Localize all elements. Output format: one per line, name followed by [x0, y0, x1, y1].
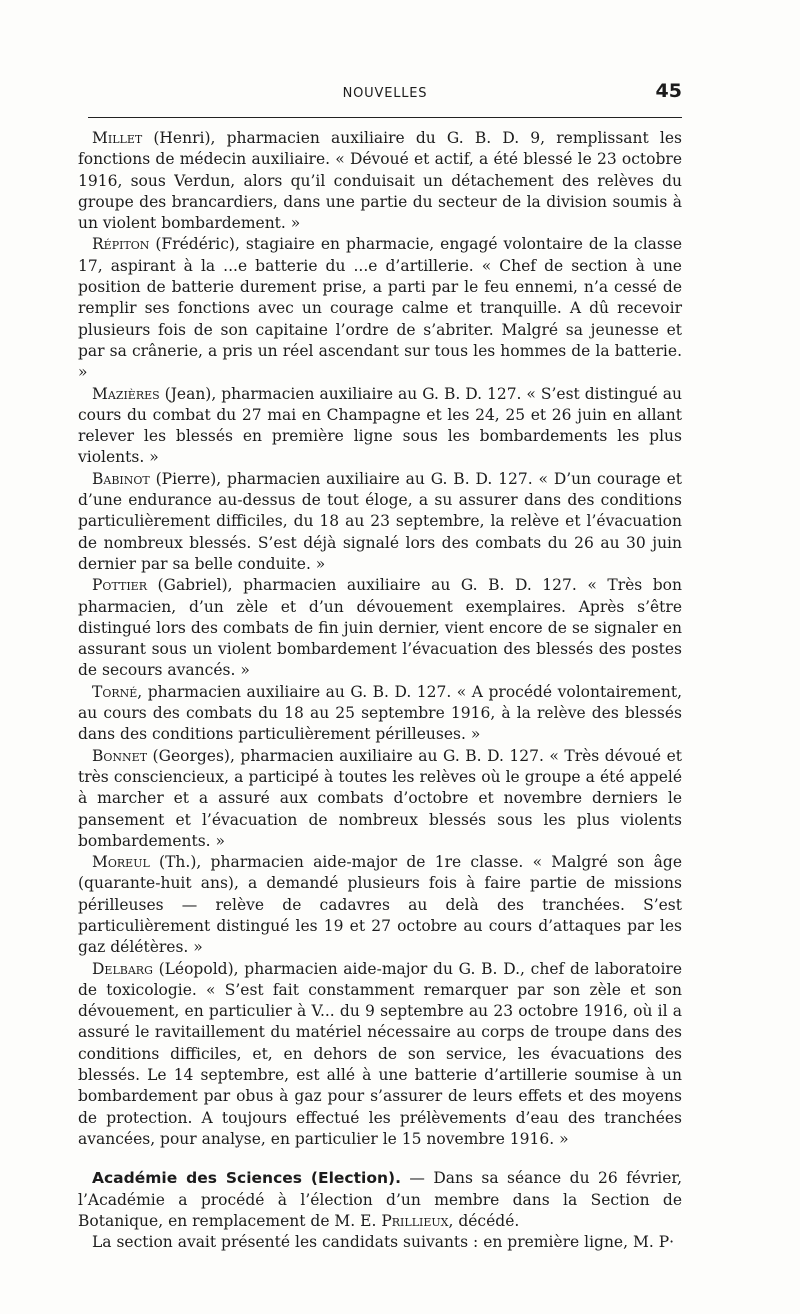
article-body: [78, 128, 682, 1253]
news-candidates: La section avait présenté les candidats suivants : en première ligne, M. P·: [92, 1233, 675, 1252]
person-name: Répiton: [92, 235, 150, 254]
citation-text: , pharmacien auxiliaire au G. B. D. 127. « A procédé volontairement, au cours des combats du 18 au 25 septembre 1916, à la relève des blessés dans des conditions particulièrement périlleuses. »: [78, 682, 682, 744]
citation-text: (Gabriel), pharmacien auxiliaire au G. B. D. 127. « Très bon pharmacien, d’un zèle et d’un dévouement exemplaires. Après s’être distingué lors des combats de fin juin dernier, vient encore de se signaler en assurant sous un violent bombardement l’évacuation des blessés des postes de secours avancés. »: [78, 576, 682, 680]
person-name: Delbarg: [92, 959, 153, 978]
citation-pottier: [78, 575, 682, 681]
citation-repiton: [78, 234, 682, 383]
citation-text: (Léopold), pharmacien aide-major du G. B. D., chef de laboratoire de toxicologie. « S’est fait constamment remarquer par son zèle et son dévouement, en particulier à V... du 9 septembre au 23 octobre 1916, où il a assuré le ravitaillement du matériel nécessaire au corps de troupe dans des conditions difficiles, et, en dehors de son service, les évacuations des blessés. Le 14 septembre, est allé à une batterie d’artillerie soumise à un bombardement par obus à gaz pour s’assurer de leurs effets et des moyens de protection. A toujours effectué les prélèvements d’eau des tranchées avancées, pour analyse, en particulier le 15 novembre 1916. »: [78, 959, 682, 1148]
citation-text: (Georges), pharmacien auxiliaire au G. B. D. 127. « Très dévoué et très consciencieux, a participé à toutes les relèves où le groupe a été appelé à marcher et a assuré aux combats d’octobre et novembre derniers le pansement et l’évacuation de nombreux blessés sous les plus violents bombardements. »: [78, 746, 682, 850]
person-name: Torné: [92, 682, 138, 701]
citation-babinot: [78, 469, 682, 575]
news-text: — Dans sa séance du 26 février, l’Académie a procédé à l’élection d’un membre dans la Section de Botanique, en remplacement de M. E.: [78, 1169, 683, 1230]
person-name: Bonnet: [92, 746, 148, 765]
person-name: Mazières: [92, 384, 160, 403]
person-name: Millet: [92, 129, 143, 147]
citation-text: (Frédéric), stagiaire en pharmacie, engagé volontaire de la classe 17, aspirant à la ...e batterie du ...e d’artillerie. « Chef de section à une position de batterie durement prise, a parti par le feu ennemi, n’a cessé de remplir ses fonctions avec un courage calme et tranquille. A dû recevoir plusieurs fois de son capitaine l’ordre de s’abriter. Malgré sa jeunesse et par sa crânerie, a pris un réel ascendant sur tous les hommes de la batterie. »: [78, 235, 682, 382]
news-academie: [78, 1168, 682, 1232]
header-rule: [88, 117, 682, 118]
citation-text: (Henri), pharmacien auxiliaire du G. B. D. 9, remplissant les fonctions de médecin auxiliaire. « Dévoué et actif, a été blessé le 23 octobre 1916, sous Verdun, alors qu’il conduisait un détachement des relèves du groupe des brancardiers, dans une partie du secteur de la division soumis à un violent bombardement. »: [78, 129, 682, 233]
person-name: Babinot: [92, 469, 150, 488]
page-number: 45: [655, 80, 682, 102]
citation-text: (Pierre), pharmacien auxiliaire au G. B. D. 127. « D’un courage et d’une endurance au-dessus de tout éloge, a su assurer dans des conditions particulièrement difficiles, du 18 au 23 septembre, la relève et l’évacuation de nombreux blessés. S’est déjà signalé lors des combats du 26 au 30 juin dernier par sa belle conduite. »: [78, 469, 682, 573]
person-name: Pottier: [92, 576, 147, 595]
citation-delbarg: [78, 959, 682, 1151]
news-text-end: , décédé.: [448, 1211, 520, 1230]
citation-millet: [78, 128, 682, 234]
citation-moreul: [78, 852, 682, 958]
citation-bonnet: [78, 746, 682, 852]
running-title: NOUVELLES: [342, 86, 428, 101]
citation-mazieres: [78, 384, 682, 469]
person-name: Moreul: [92, 853, 150, 872]
citation-text: (Jean), pharmacien auxiliaire au G. B. D. 127. « S’est distingué au cours du combat du 27 mai en Champagne et les 24, 25 et 26 juin en allant relever les blessés en première ligne sous les bombardements les plus violents. »: [78, 384, 682, 467]
page-header: [88, 80, 682, 106]
news-title: Académie des Sciences (Election).: [92, 1169, 401, 1188]
citation-text: (Th.), pharmacien aide-major de 1re classe. « Malgré son âge (quarante-huit ans), a demandé plusieurs fois à faire partie de missions périlleuses — relève de cadavres au delà des tranchées. S’est particulièrement distingué les 19 et 27 octobre au cours d’attaques par les gaz délétères. »: [78, 853, 682, 957]
citation-torne: [78, 682, 682, 746]
news-person-name: Prillieux: [381, 1211, 449, 1230]
